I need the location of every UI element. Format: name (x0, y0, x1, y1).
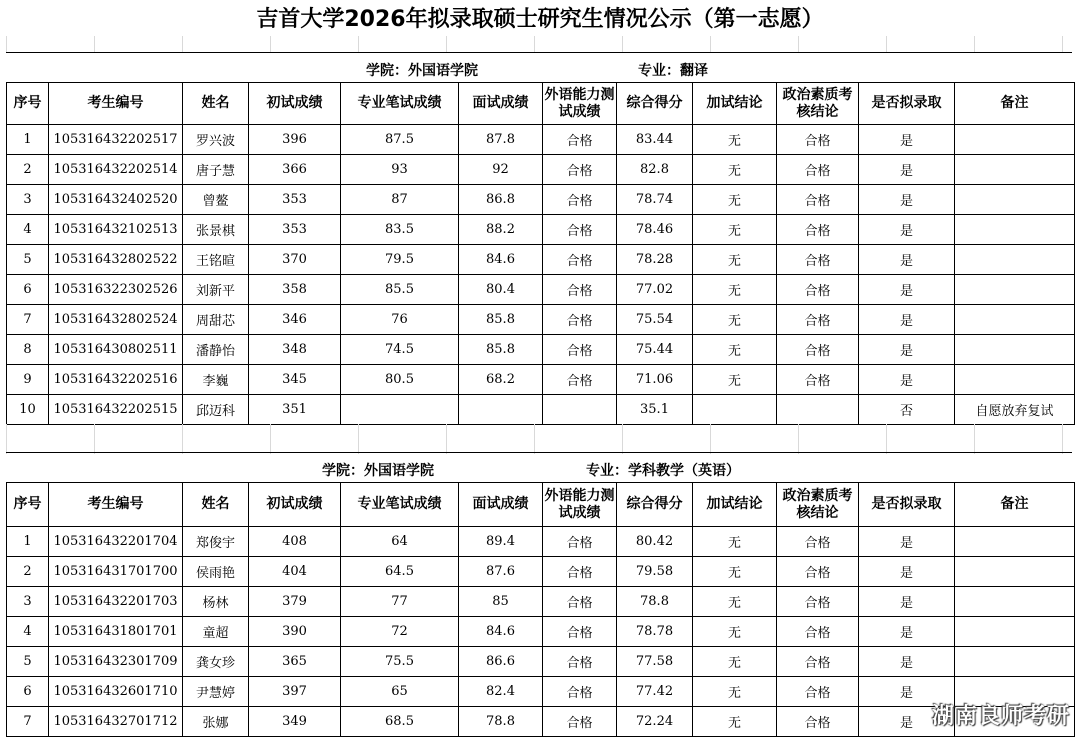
table-cell: 105316432202514 (49, 155, 183, 185)
table-cell: 353 (249, 215, 341, 245)
table-cell: 是 (859, 365, 955, 395)
table-cell (955, 155, 1075, 185)
table-cell (955, 125, 1075, 155)
table-row (7, 677, 1075, 707)
table-cell: 合格 (777, 707, 859, 737)
table-cell: 75.44 (617, 335, 693, 365)
table-cell: 87.8 (459, 125, 543, 155)
column-header: 面试成绩 (459, 83, 543, 125)
column-header: 专业笔试成绩 (341, 83, 459, 125)
table-row (7, 305, 1075, 335)
table-cell: 77 (341, 587, 459, 617)
table-cell: 是 (859, 185, 955, 215)
table-cell: 78.74 (617, 185, 693, 215)
column-header: 面试成绩 (459, 483, 543, 527)
table-cell: 353 (249, 185, 341, 215)
table-cell: 68.2 (459, 365, 543, 395)
table-cell: 唐子慧 (183, 155, 249, 185)
table-cell: 合格 (543, 125, 617, 155)
column-header: 初试成绩 (249, 83, 341, 125)
table-cell: 75.54 (617, 305, 693, 335)
table-cell: 1 (7, 527, 49, 557)
table-cell: 是 (859, 527, 955, 557)
table-cell: 348 (249, 335, 341, 365)
table-cell: 合格 (777, 155, 859, 185)
table-cell: 郑俊宇 (183, 527, 249, 557)
table-cell: 自愿放弃复试 (955, 395, 1075, 425)
table-cell: 396 (249, 125, 341, 155)
table-cell: 68.5 (341, 707, 459, 737)
column-header: 综合得分 (617, 83, 693, 125)
table-cell: 无 (693, 707, 777, 737)
table-row (7, 335, 1075, 365)
table-cell: 是 (859, 215, 955, 245)
column-header: 加试结论 (693, 483, 777, 527)
table-cell: 是 (859, 587, 955, 617)
table-cell: 罗兴波 (183, 125, 249, 155)
table-cell: 85.5 (341, 275, 459, 305)
table-cell (341, 395, 459, 425)
column-header: 是否拟录取 (859, 483, 955, 527)
table-cell: 105316432802522 (49, 245, 183, 275)
table-cell (955, 647, 1075, 677)
column-header: 外语能力测试成绩 (543, 483, 617, 527)
table-cell: 童超 (183, 617, 249, 647)
table-cell: 105316432102513 (49, 215, 183, 245)
table-cell (955, 215, 1075, 245)
table-cell: 78.8 (459, 707, 543, 737)
table-cell (777, 395, 859, 425)
table-cell: 王铭暄 (183, 245, 249, 275)
table-cell: 78.28 (617, 245, 693, 275)
table-cell: 是 (859, 617, 955, 647)
table-cell: 8 (7, 335, 49, 365)
table-cell: 曾鳌 (183, 185, 249, 215)
table-cell: 否 (859, 395, 955, 425)
table-cell: 合格 (543, 185, 617, 215)
table-cell: 无 (693, 215, 777, 245)
table-cell: 合格 (777, 587, 859, 617)
watermark-text: 湖南良师考研 (931, 704, 1070, 729)
column-header: 序号 (7, 83, 49, 125)
table-cell: 72.24 (617, 707, 693, 737)
table-cell: 87 (341, 185, 459, 215)
table-cell: 6 (7, 677, 49, 707)
section-header-2 (6, 452, 1072, 483)
table-cell: 是 (859, 557, 955, 587)
table-cell: 370 (249, 245, 341, 275)
column-header: 姓名 (183, 83, 249, 125)
table-cell: 80.4 (459, 275, 543, 305)
table-cell: 64 (341, 527, 459, 557)
table-cell: 6 (7, 275, 49, 305)
table-cell: 71.06 (617, 365, 693, 395)
table-row (7, 557, 1075, 587)
table-cell: 2 (7, 557, 49, 587)
table-header-row (7, 483, 1075, 527)
table-cell: 77.58 (617, 647, 693, 677)
table-cell: 无 (693, 185, 777, 215)
table-row (7, 125, 1075, 155)
table-cell: 9 (7, 365, 49, 395)
table-cell: 2 (7, 155, 49, 185)
table-cell: 83.5 (341, 215, 459, 245)
table-cell: 74.5 (341, 335, 459, 365)
table-cell: 35.1 (617, 395, 693, 425)
table-cell: 3 (7, 185, 49, 215)
table-cell: 合格 (543, 305, 617, 335)
column-header: 加试结论 (693, 83, 777, 125)
column-header: 是否拟录取 (859, 83, 955, 125)
table-row (7, 617, 1075, 647)
table-cell: 无 (693, 647, 777, 677)
table-cell: 366 (249, 155, 341, 185)
table-cell: 3 (7, 587, 49, 617)
table-cell: 合格 (543, 155, 617, 185)
table-cell (543, 395, 617, 425)
table-cell: 合格 (777, 185, 859, 215)
table-cell: 85.8 (459, 335, 543, 365)
table-cell: 合格 (543, 677, 617, 707)
table-cell: 358 (249, 275, 341, 305)
table-cell: 合格 (777, 647, 859, 677)
table-cell: 张娜 (183, 707, 249, 737)
table-cell: 是 (859, 335, 955, 365)
table-cell (955, 275, 1075, 305)
table-cell: 77.02 (617, 275, 693, 305)
table-row (7, 707, 1075, 737)
table-cell: 是 (859, 275, 955, 305)
table-row (7, 185, 1075, 215)
table-cell (955, 335, 1075, 365)
table-cell: 105316432201703 (49, 587, 183, 617)
table-cell: 64.5 (341, 557, 459, 587)
table-row (7, 527, 1075, 557)
table-cell: 75.5 (341, 647, 459, 677)
table-cell: 7 (7, 707, 49, 737)
table-cell: 龚女珍 (183, 647, 249, 677)
table-cell: 潘静怡 (183, 335, 249, 365)
column-header: 专业笔试成绩 (341, 483, 459, 527)
table-cell: 78.46 (617, 215, 693, 245)
table-cell: 合格 (543, 617, 617, 647)
table-cell: 80.42 (617, 527, 693, 557)
section-college: 学院：外国语学院 (322, 463, 434, 479)
table-cell: 1 (7, 125, 49, 155)
table-row (7, 245, 1075, 275)
table-cell: 无 (693, 305, 777, 335)
column-header: 外语能力测试成绩 (543, 83, 617, 125)
table-cell: 105316432601710 (49, 677, 183, 707)
page-title: 吉首大学2026年拟录取硕士研究生情况公示（第一志愿） (256, 7, 824, 32)
table-cell: 79.58 (617, 557, 693, 587)
table-cell: 105316430802511 (49, 335, 183, 365)
table-cell: 89.4 (459, 527, 543, 557)
sheet-gap (6, 424, 1074, 454)
table-cell: 尹慧婷 (183, 677, 249, 707)
table-cell: 72 (341, 617, 459, 647)
table-row (7, 395, 1075, 425)
table-cell: 78.78 (617, 617, 693, 647)
table-cell: 78.8 (617, 587, 693, 617)
table-cell: 合格 (543, 215, 617, 245)
table-cell: 79.5 (341, 245, 459, 275)
table-cell: 李巍 (183, 365, 249, 395)
table-cell: 是 (859, 305, 955, 335)
table-cell: 105316432202517 (49, 125, 183, 155)
table-cell: 351 (249, 395, 341, 425)
table-cell: 408 (249, 527, 341, 557)
table-cell: 无 (693, 155, 777, 185)
table-cell: 合格 (543, 647, 617, 677)
table-cell: 65 (341, 677, 459, 707)
table-cell: 合格 (543, 245, 617, 275)
table-cell: 82.8 (617, 155, 693, 185)
table-cell: 397 (249, 677, 341, 707)
table-cell (955, 587, 1075, 617)
table-cell: 5 (7, 245, 49, 275)
table-row (7, 587, 1075, 617)
table-cell: 5 (7, 647, 49, 677)
column-header: 备注 (955, 483, 1075, 527)
table-cell (955, 527, 1075, 557)
table-cell: 82.4 (459, 677, 543, 707)
table-cell: 86.8 (459, 185, 543, 215)
table-row (7, 365, 1075, 395)
table-cell: 105316432202516 (49, 365, 183, 395)
table-cell: 合格 (543, 707, 617, 737)
table-cell (955, 617, 1075, 647)
table-cell: 92 (459, 155, 543, 185)
table-cell (955, 365, 1075, 395)
table-cell (955, 245, 1075, 275)
table-cell: 是 (859, 707, 955, 737)
table-cell: 无 (693, 677, 777, 707)
section-header-1 (6, 52, 1072, 83)
table-cell: 无 (693, 527, 777, 557)
table-cell: 4 (7, 215, 49, 245)
table-cell: 无 (693, 617, 777, 647)
table-cell: 105316432802524 (49, 305, 183, 335)
table-cell (693, 395, 777, 425)
table-cell: 是 (859, 677, 955, 707)
admission-table-2 (6, 482, 1075, 737)
table-cell: 105316322302526 (49, 275, 183, 305)
table-cell: 合格 (543, 275, 617, 305)
section-major: 专业：翻译 (638, 63, 708, 79)
table-cell: 是 (859, 647, 955, 677)
section-major: 专业：学科教学（英语） (586, 463, 740, 479)
table-cell: 105316432402520 (49, 185, 183, 215)
table-cell: 合格 (543, 557, 617, 587)
table-cell: 无 (693, 587, 777, 617)
table-cell: 无 (693, 335, 777, 365)
table-cell (459, 395, 543, 425)
table-cell: 无 (693, 557, 777, 587)
column-header: 序号 (7, 483, 49, 527)
table-cell: 365 (249, 647, 341, 677)
table-row (7, 155, 1075, 185)
table-cell: 346 (249, 305, 341, 335)
table-cell: 无 (693, 275, 777, 305)
table-cell: 4 (7, 617, 49, 647)
table-cell: 105316431701700 (49, 557, 183, 587)
table-cell: 合格 (543, 527, 617, 557)
table-cell: 83.44 (617, 125, 693, 155)
table-cell: 76 (341, 305, 459, 335)
table-cell: 87.6 (459, 557, 543, 587)
column-header: 备注 (955, 83, 1075, 125)
table-cell: 77.42 (617, 677, 693, 707)
table-cell: 349 (249, 707, 341, 737)
table-cell: 88.2 (459, 215, 543, 245)
table-cell: 是 (859, 155, 955, 185)
table-cell: 合格 (777, 527, 859, 557)
table-cell: 105316432301709 (49, 647, 183, 677)
table-cell: 合格 (777, 245, 859, 275)
table-cell: 345 (249, 365, 341, 395)
column-header: 考生编号 (49, 83, 183, 125)
table-cell: 杨林 (183, 587, 249, 617)
table-cell: 84.6 (459, 245, 543, 275)
table-cell: 合格 (777, 305, 859, 335)
table-cell: 合格 (777, 365, 859, 395)
table-cell: 10 (7, 395, 49, 425)
table-header-row (7, 83, 1075, 125)
table-cell: 84.6 (459, 617, 543, 647)
table-cell: 93 (341, 155, 459, 185)
sheet-gridlines (6, 36, 1074, 52)
table-cell: 105316431801701 (49, 617, 183, 647)
table-cell: 105316432201704 (49, 527, 183, 557)
table-cell: 合格 (777, 677, 859, 707)
table-cell: 合格 (777, 215, 859, 245)
table-cell: 合格 (777, 275, 859, 305)
table-cell: 86.6 (459, 647, 543, 677)
table-cell: 80.5 (341, 365, 459, 395)
table-row (7, 215, 1075, 245)
table-cell: 合格 (543, 365, 617, 395)
table-cell: 合格 (777, 557, 859, 587)
table-cell: 合格 (777, 617, 859, 647)
column-header: 政治素质考核结论 (777, 483, 859, 527)
table-cell: 张景棋 (183, 215, 249, 245)
table-cell: 404 (249, 557, 341, 587)
column-header: 考生编号 (49, 483, 183, 527)
table-cell: 105316432701712 (49, 707, 183, 737)
table-cell: 105316432202515 (49, 395, 183, 425)
table-cell: 379 (249, 587, 341, 617)
table-cell (955, 305, 1075, 335)
table-cell: 87.5 (341, 125, 459, 155)
table-cell: 邱迈科 (183, 395, 249, 425)
table-cell: 侯雨艳 (183, 557, 249, 587)
table-cell: 合格 (777, 335, 859, 365)
table-cell: 无 (693, 125, 777, 155)
table-cell: 7 (7, 305, 49, 335)
table-cell: 是 (859, 245, 955, 275)
table-cell: 周甜芯 (183, 305, 249, 335)
column-header: 政治素质考核结论 (777, 83, 859, 125)
table-cell: 85.8 (459, 305, 543, 335)
table-cell: 390 (249, 617, 341, 647)
table-cell: 合格 (777, 125, 859, 155)
table-cell: 无 (693, 245, 777, 275)
table-cell (955, 557, 1075, 587)
table-cell: 合格 (543, 587, 617, 617)
admission-table-1 (6, 82, 1075, 425)
section-college: 学院：外国语学院 (366, 63, 478, 79)
table-cell (955, 185, 1075, 215)
column-header: 综合得分 (617, 483, 693, 527)
table-cell: 85 (459, 587, 543, 617)
column-header: 姓名 (183, 483, 249, 527)
table-cell: 是 (859, 125, 955, 155)
table-cell: 合格 (543, 335, 617, 365)
table-cell: 无 (693, 365, 777, 395)
column-header: 初试成绩 (249, 483, 341, 527)
table-cell: 刘新平 (183, 275, 249, 305)
table-row (7, 647, 1075, 677)
table-row (7, 275, 1075, 305)
